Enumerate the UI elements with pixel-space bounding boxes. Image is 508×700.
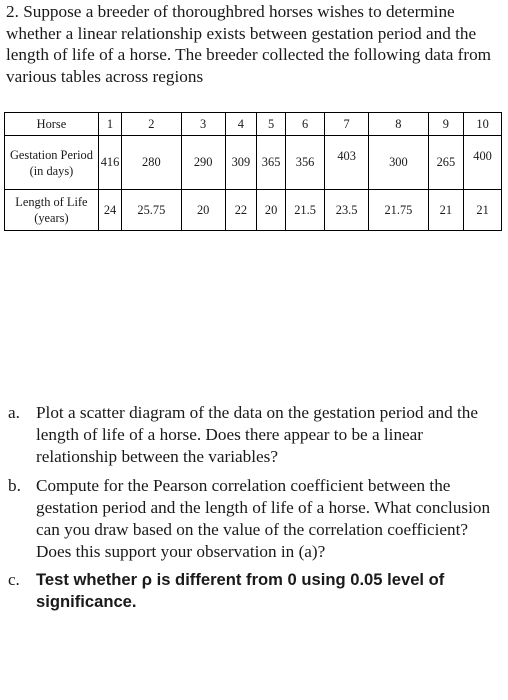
table-cell-value: 403: [337, 149, 356, 163]
table-cell: 4: [225, 113, 256, 136]
table-cell: [325, 136, 369, 190]
table-cell: 21.5: [286, 190, 325, 231]
question-letter: b.: [8, 475, 21, 495]
table-cell: 416: [98, 136, 121, 190]
problem-intro-text: 2. Suppose a breeder of thoroughbred horses wishes to determine whether a linear relationship exists between gestation period and the length of life of a horse. The breeder collected the following data from various tables across regions: [6, 2, 492, 86]
table-cell: [464, 136, 502, 190]
table-cell: 5: [257, 113, 286, 136]
question-c: [6, 569, 504, 612]
table-cell: 8: [369, 113, 428, 136]
table-cell: 356: [286, 136, 325, 190]
table-cell: 20: [181, 190, 225, 231]
question-text: Test whether ρ is different from 0 using 0.05 level of significance.: [36, 570, 445, 612]
table-cell: 23.5: [325, 190, 369, 231]
table-cell: 20: [257, 190, 286, 231]
question-text: Plot a scatter diagram of the data on the gestation period and the length of life of a horse. Does there appear to be a linear relationship between the variables?: [36, 403, 478, 467]
table-cell: 265: [428, 136, 464, 190]
table-cell: 21.75: [369, 190, 428, 231]
table-row-gestation: [5, 136, 502, 190]
table-cell: 309: [225, 136, 256, 190]
table-cell: 280: [122, 136, 181, 190]
table-cell: 7: [325, 113, 369, 136]
question-list: [6, 402, 504, 619]
table-cell: 300: [369, 136, 428, 190]
table-cell: 22: [225, 190, 256, 231]
table-cell: 6: [286, 113, 325, 136]
table-cell: 1: [98, 113, 121, 136]
table-cell: 3: [181, 113, 225, 136]
table-cell: 24: [98, 190, 121, 231]
question-b: [6, 475, 504, 564]
table-row-horse: [5, 113, 502, 136]
question-a: [6, 402, 504, 469]
table-cell: 21: [464, 190, 502, 231]
table-cell: 21: [428, 190, 464, 231]
data-table: [4, 112, 502, 231]
table-cell: 2: [122, 113, 181, 136]
table-cell: 9: [428, 113, 464, 136]
table-row-life: [5, 190, 502, 231]
table-cell: 25.75: [122, 190, 181, 231]
question-text: Compute for the Pearson correlation coefficient between the gestation period and the length of life of a horse. What conclusion can you draw based on the value of the correlation coefficient? Does this support your observation in (a)?: [36, 475, 491, 562]
row-header-life: Length of Life (years): [5, 190, 99, 231]
question-letter: c.: [8, 570, 20, 590]
table-cell: 290: [181, 136, 225, 190]
question-letter: a.: [8, 403, 20, 422]
row-header-gestation: Gestation Period (in days): [5, 136, 99, 190]
table-cell-value: 400: [473, 149, 492, 163]
table-cell: 365: [257, 136, 286, 190]
row-header-horse: Horse: [5, 113, 99, 136]
problem-statement: [6, 1, 506, 87]
table-cell: 10: [464, 113, 502, 136]
